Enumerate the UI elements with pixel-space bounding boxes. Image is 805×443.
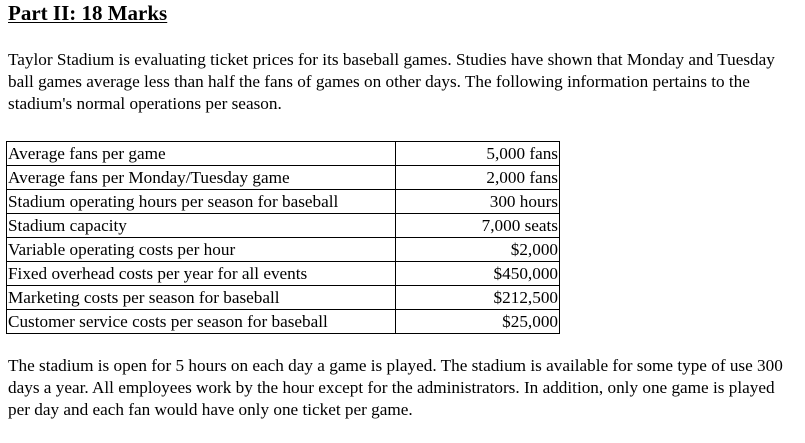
table-row [7,142,560,166]
row-value: $212,500 [396,286,560,310]
table-row [7,262,560,286]
row-label: Stadium capacity [7,214,396,238]
section-heading: Part II: 18 Marks [8,1,168,25]
row-value: $450,000 [396,262,560,286]
table-row [7,310,560,334]
row-label: Fixed overhead costs per year for all events [7,262,396,286]
row-value: 5,000 fans [396,142,560,166]
row-value: 2,000 fans [396,166,560,190]
row-label: Customer service costs per season for baseball [7,310,396,334]
table-row [7,238,560,262]
row-label: Variable operating costs per hour [7,238,396,262]
row-value: 300 hours [396,190,560,214]
row-value: $2,000 [396,238,560,262]
table-row [7,214,560,238]
row-label: Stadium operating hours per season for baseball [7,190,396,214]
row-label: Marketing costs per season for baseball [7,286,396,310]
row-label: Average fans per game [7,142,396,166]
row-label: Average fans per Monday/Tuesday game [7,166,396,190]
table-row [7,190,560,214]
closing-paragraph: The stadium is open for 5 hours on each day a game is played. The stadium is available for some type of use 300 days a year. All employees work by the hour except for the administrators. In addition, only one game is played per day and each fan would have only one ticket per game. [8,356,783,419]
table-row [7,286,560,310]
table-row [7,166,560,190]
operations-table [6,141,560,334]
intro-paragraph: Taylor Stadium is evaluating ticket prices for its baseball games. Studies have shown that Monday and Tuesday ball games average less than half the fans of games on other days. The following information pertains to the stadium's normal operations per season. [8,50,775,113]
row-value: 7,000 seats [396,214,560,238]
row-value: $25,000 [396,310,560,334]
